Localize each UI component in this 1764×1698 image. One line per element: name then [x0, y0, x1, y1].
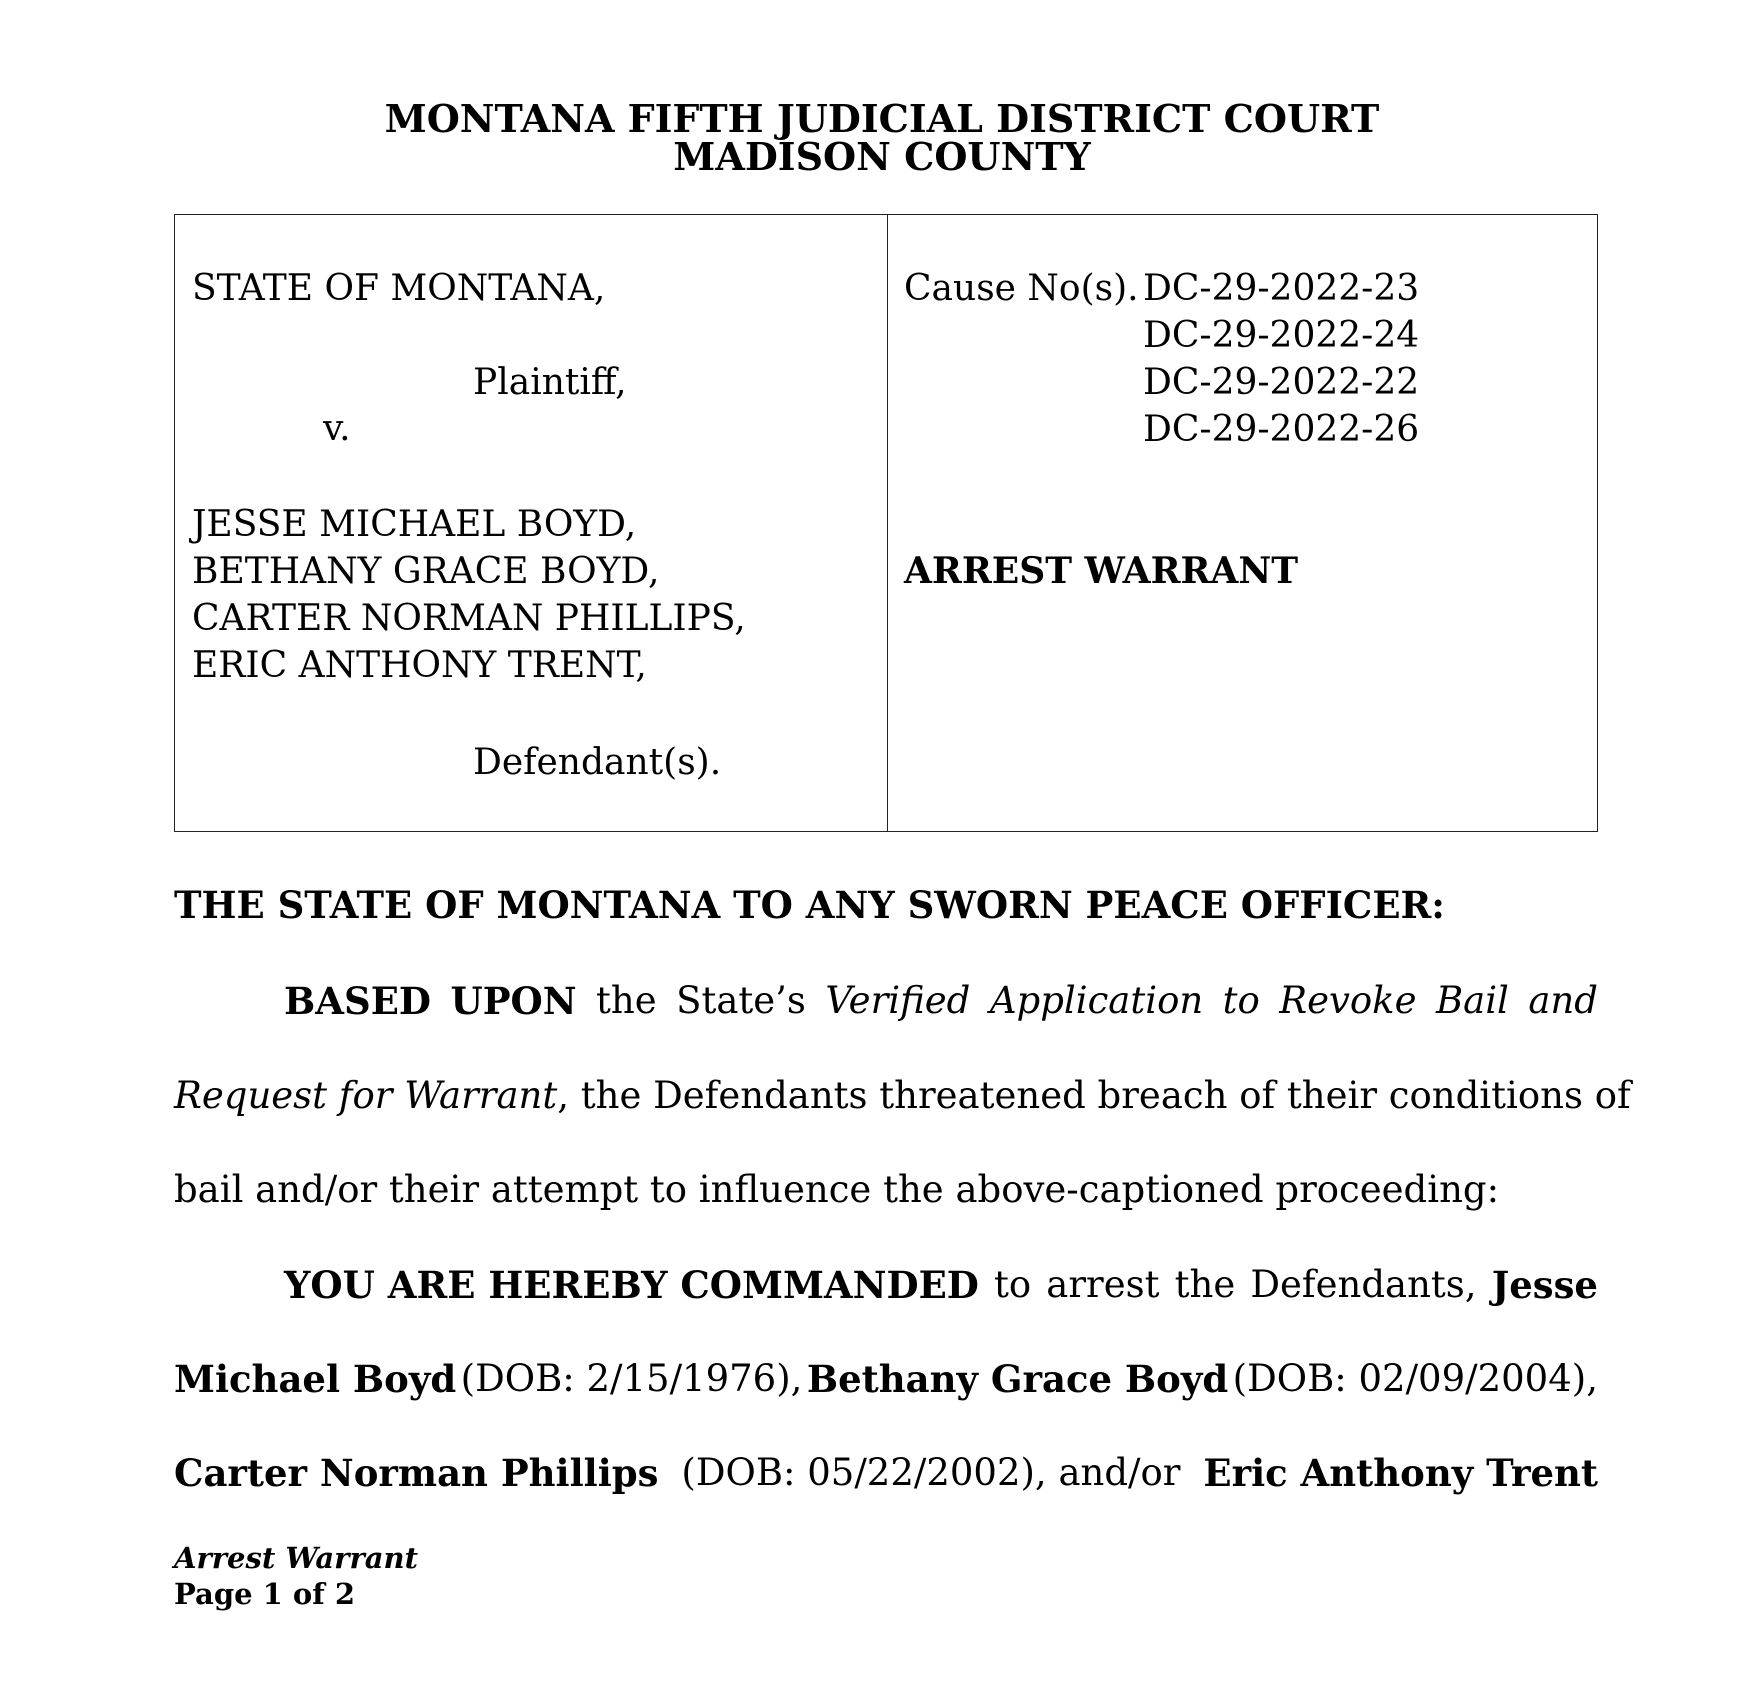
body-word: to — [1222, 979, 1260, 1022]
cause-number: DC-29-2022-26 — [1143, 409, 1420, 450]
body-word: Verified — [825, 979, 971, 1022]
body-text: , the Defendants threatened breach of their conditions of — [557, 1074, 1631, 1117]
body-line — [174, 1263, 1598, 1307]
defendant-name-bold: Carter Norman Phillips — [174, 1451, 659, 1495]
defendant-name: BETHANY GRACE BOYD, — [192, 551, 660, 592]
body-word: the — [596, 979, 657, 1022]
body-word: State’s — [676, 979, 806, 1022]
document-reference: Request for Warrant — [174, 1074, 558, 1117]
defendant-name: JESSE MICHAEL BOYD, — [192, 504, 637, 545]
defendant-name-bold: Jesse — [1491, 1263, 1598, 1307]
defendant-name-bold: Michael Boyd — [174, 1357, 457, 1401]
cause-number: DC-29-2022-23 — [1143, 268, 1420, 309]
body-word: Application — [989, 979, 1204, 1022]
body-word: to — [994, 1263, 1032, 1306]
defendant-dob: (DOB: 2/15/1976), — [460, 1357, 803, 1400]
body-line — [174, 1357, 1598, 1401]
body-word: the — [1174, 1263, 1236, 1306]
page-footer — [174, 1540, 418, 1612]
body-word: arrest — [1046, 1263, 1160, 1306]
body-word: and — [1528, 979, 1598, 1022]
case-caption-box — [174, 214, 1598, 832]
body-line — [174, 979, 1598, 1023]
defendant-label: Defendant(s). — [473, 742, 722, 783]
cause-number-label: Cause No(s). — [904, 268, 1139, 309]
defendant-name-bold: Eric Anthony Trent — [1203, 1451, 1598, 1495]
body-word: BASED — [284, 979, 431, 1023]
versus-label: v. — [323, 408, 351, 449]
body-line — [174, 1451, 1598, 1495]
page-number: Page 1 of 2 — [174, 1577, 356, 1611]
command-phrase: YOU ARE HEREBY COMMANDED — [284, 1263, 979, 1307]
defendant-dob: (DOB: 02/09/2004), — [1232, 1357, 1598, 1400]
warrant-address-heading: THE STATE OF MONTANA TO ANY SWORN PEACE OFFICER: — [174, 883, 1445, 927]
defendant-dob: (DOB: 05/22/2002), and/or — [681, 1451, 1181, 1494]
body-word: Revoke — [1279, 979, 1417, 1022]
court-header — [0, 96, 1764, 179]
defendant-name: ERIC ANTHONY TRENT, — [192, 645, 647, 686]
defendant-name-bold: Bethany Grace Boyd — [806, 1357, 1229, 1401]
body-word: Defendants, — [1250, 1263, 1477, 1306]
defendant-name: CARTER NORMAN PHILLIPS, — [192, 598, 746, 639]
body-line — [174, 1074, 1631, 1117]
footer-document-title: Arrest Warrant — [174, 1541, 418, 1575]
cause-number: DC-29-2022-22 — [1143, 362, 1420, 403]
body-word: Bail — [1435, 979, 1509, 1022]
body-word: UPON — [450, 979, 577, 1023]
county-name: MADISON COUNTY — [673, 134, 1091, 179]
caption-divider — [887, 215, 888, 831]
court-name: MONTANA FIFTH JUDICIAL DISTRICT COURT — [384, 96, 1380, 141]
plaintiff-party: STATE OF MONTANA, — [192, 268, 606, 309]
document-title: ARREST WARRANT — [904, 550, 1299, 592]
plaintiff-label: Plaintiff, — [473, 362, 627, 403]
body-line: bail and/or their attempt to influence the above-captioned proceeding: — [174, 1168, 1500, 1211]
cause-number: DC-29-2022-24 — [1143, 315, 1420, 356]
